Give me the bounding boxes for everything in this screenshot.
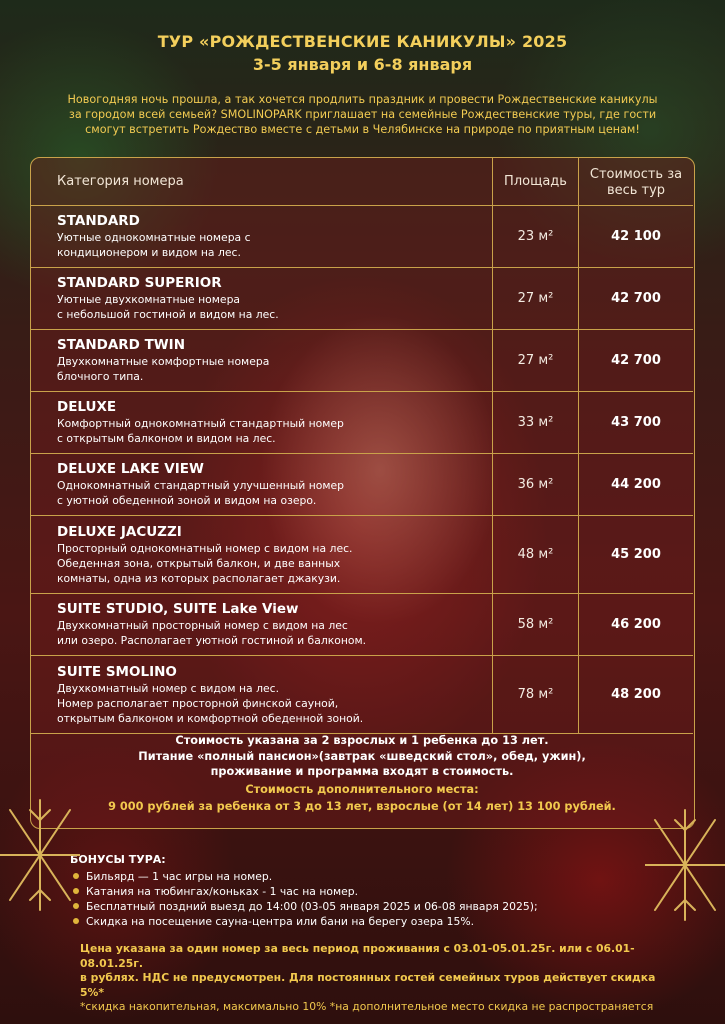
room-description-line: кондиционером и видом на лес. (57, 246, 241, 259)
header-price-line2: весь тур (606, 183, 666, 198)
bonus-item (70, 884, 670, 899)
table-row (31, 454, 693, 516)
room-name: DELUXE JACUZZI (57, 523, 182, 540)
bonus-text: Катания на тюбингах/коньках - 1 час на номер. (86, 885, 359, 898)
bonus-text: Скидка на посещение сауна-центра или бани на берегу озера 15%. (86, 915, 475, 928)
room-price: 48 200 (579, 656, 694, 734)
footer-notes (80, 942, 670, 1015)
room-area: 27 м² (493, 330, 579, 392)
table-row (31, 516, 693, 594)
room-area: 27 м² (493, 268, 579, 330)
room-name: STANDARD (57, 213, 140, 229)
room-category-cell (31, 392, 493, 454)
bonus-item (70, 899, 670, 914)
room-description-line: с небольшой гостиной и видом на лес. (57, 308, 279, 321)
intro-text: Новогодняя ночь прошла, а так хочется продлить праздник и провести Рождественские каникулы за городом всей семьей? SMOLINOPARK приглашает на семейные Рождественские туры, где гости смогут встретить Рождество вместе с детьми в Челябинске на природе по приятным ценам! (67, 93, 658, 136)
room-description-line: или озеро. Располагает уютной гостиной и балконом. (57, 634, 367, 647)
room-area: 36 м² (493, 454, 579, 516)
room-category-cell (31, 516, 493, 594)
notes-extra-bed (31, 782, 693, 815)
table-row (31, 392, 693, 454)
room-description-line: с открытым балконом и видом на лес. (57, 432, 276, 445)
bonus-item (70, 869, 670, 884)
room-area: 48 м² (493, 516, 579, 594)
bonuses-section (70, 853, 670, 929)
header-area: Площадь (493, 158, 579, 206)
room-price: 42 700 (579, 330, 694, 392)
bonus-item (70, 914, 670, 929)
bonus-text: Бесплатный поздний выезд до 14:00 (03-05 января 2025 и 06-08 января 2025); (86, 900, 538, 913)
room-price: 46 200 (579, 594, 694, 656)
page-title: ТУР «РОЖДЕСТВЕНСКИЕ КАНИКУЛЫ» 2025 (157, 32, 568, 51)
footer-line-3: *скидка накопительная, максимально 10% *на дополнительное место скидка не распространяется (80, 1000, 654, 1013)
room-name: STANDARD TWIN (57, 337, 186, 353)
room-price: 44 200 (579, 454, 694, 516)
room-area: 23 м² (493, 206, 579, 268)
room-description-line: Комфортный однокомнатный стандартный номер (57, 417, 344, 430)
price-table (31, 158, 693, 734)
bonus-text: Бильярд — 1 час игры на номер. (86, 870, 273, 883)
room-description-line: Уютные однокомнатные номера с (57, 231, 251, 244)
room-name: SUITE STUDIO, SUITE Lake View (57, 601, 299, 617)
room-price: 42 700 (579, 268, 694, 330)
room-description-line: открытым балконом и комфортной обеденной зоной. (57, 711, 364, 725)
room-category-cell (31, 206, 493, 268)
snowflake-left-icon (0, 790, 80, 920)
room-description-line: Просторный однокомнатный номер с видом на лес. (57, 541, 353, 555)
room-description-line: с уютной обеденной зоной и видом на озеро. (57, 494, 317, 507)
extra-bed-line: 9 000 рублей за ребенка от 3 до 13 лет, взрослые (от 14 лет) 13 100 рублей. (108, 800, 616, 813)
bonuses-list (70, 869, 670, 929)
note-line: Питание «полный пансион»(завтрак «шведский стол», обед, ужин), (138, 749, 586, 763)
note-line: проживание и программа входят в стоимость. (210, 765, 514, 778)
room-area: 78 м² (493, 656, 579, 734)
room-price: 43 700 (579, 392, 694, 454)
tour-dates: 3-5 января и 6-8 января (252, 55, 473, 74)
room-area: 58 м² (493, 594, 579, 656)
table-row (31, 268, 693, 330)
header-category: Категория номера (31, 158, 493, 206)
note-line: Стоимость указана за 2 взрослых и 1 ребенка до 13 лет. (175, 734, 549, 747)
room-description-line: Двухкомнатный просторный номер с видом на лес (57, 619, 348, 632)
room-category-cell (31, 656, 493, 734)
room-category-cell (31, 268, 493, 330)
room-description-line: Двухкомнатный номер с видом на лес. (57, 681, 280, 695)
room-category-cell (31, 454, 493, 516)
room-category-cell (31, 330, 493, 392)
snowflake-right-icon (645, 800, 725, 930)
room-description-line: Номер располагает просторной финской сауной, (57, 696, 339, 710)
room-description-line: комнаты, одна из которых располагает джакузи. (57, 571, 341, 585)
pricing-notes (31, 733, 693, 815)
footer-line-1: Цена указана за один номер за весь период проживания с 03.01-05.01.25г. или с 06.01-08.01.25г. (80, 942, 635, 970)
extra-bed-line: Стоимость дополнительного места: (245, 782, 479, 796)
room-name: DELUXE LAKE VIEW (57, 461, 204, 477)
room-name: SUITE SMOLINO (57, 663, 177, 680)
table-row (31, 594, 693, 656)
room-name: STANDARD SUPERIOR (57, 275, 222, 291)
table-row (31, 206, 693, 268)
room-name: DELUXE (57, 399, 117, 415)
room-description-line: Обеденная зона, открытый балкон, и две ванных (57, 556, 341, 570)
room-category-cell (31, 594, 493, 656)
bonuses-title: БОНУСЫ ТУРА: (70, 853, 166, 866)
table-row (31, 656, 693, 734)
room-description-line: блочного типа. (57, 370, 144, 383)
room-area: 33 м² (493, 392, 579, 454)
table-row (31, 330, 693, 392)
footer-line-2: в рублях. НДС не предусмотрен. Для постоянных гостей семейных туров действует скидка 5%* (80, 971, 656, 999)
table-header-row (31, 158, 693, 206)
room-description-line: Уютные двухкомнатные номера (57, 293, 241, 306)
notes-included (31, 733, 693, 780)
header-price (579, 158, 694, 206)
price-panel (30, 157, 695, 829)
room-price: 45 200 (579, 516, 694, 594)
header (0, 32, 725, 74)
room-price: 42 100 (579, 206, 694, 268)
room-description-line: Однокомнатный стандартный улучшенный номер (57, 479, 345, 492)
header-price-line1: Стоимость за (589, 167, 683, 182)
table-body (31, 206, 693, 734)
room-description-line: Двухкомнатные комфортные номера (57, 355, 270, 368)
